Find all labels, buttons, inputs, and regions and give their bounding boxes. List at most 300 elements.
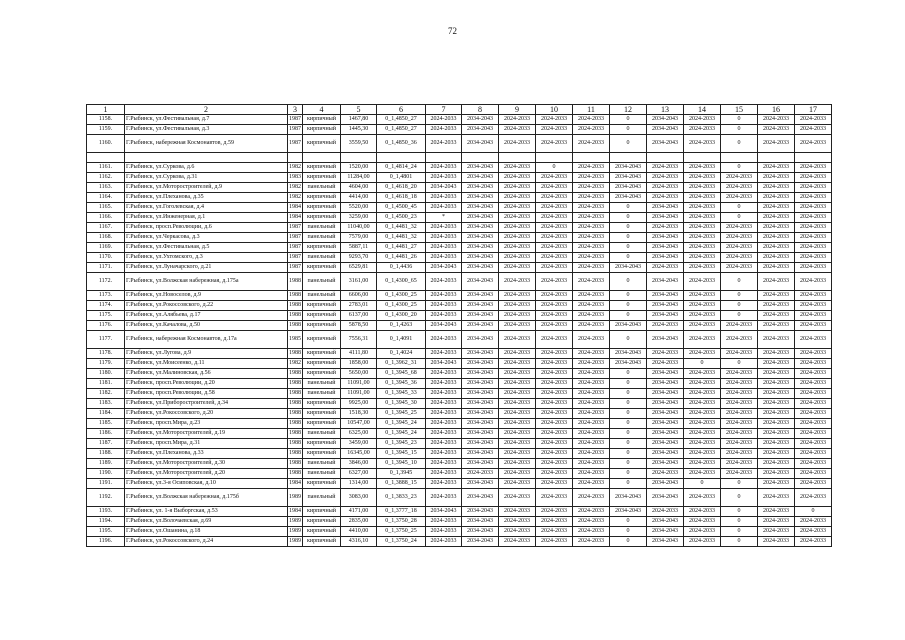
- table-cell: 2024-2033: [795, 311, 832, 321]
- table-cell: 2024-2033: [499, 369, 536, 379]
- table-cell: 1987: [288, 115, 303, 125]
- table-cell: 2024-2033: [758, 439, 795, 449]
- table-cell: 1988: [288, 459, 303, 469]
- table-cell: 5520,00: [341, 203, 377, 213]
- housing-table-container: [86, 104, 826, 547]
- table-cell: 5878,50: [341, 321, 377, 331]
- table-cell: 6529,81: [341, 263, 377, 273]
- table-cell: 0_1,4436: [377, 263, 426, 273]
- table-cell: 0: [721, 273, 758, 291]
- page-number: 72: [448, 26, 457, 36]
- table-cell: 1983: [288, 173, 303, 183]
- column-header: 11: [573, 105, 610, 115]
- address-cell: Г.Рыбинск, ул.Гоголевская, д.4: [125, 203, 288, 213]
- table-row: [87, 311, 832, 321]
- table-cell: 2024-2033: [573, 507, 610, 517]
- table-cell: кирпичный: [303, 321, 341, 331]
- table-cell: панельный: [303, 389, 341, 399]
- table-cell: 2024-2033: [573, 369, 610, 379]
- address-cell: Г.Рыбинск, просп.Революции, д.58: [125, 389, 288, 399]
- table-cell: 1314,00: [341, 479, 377, 489]
- table-cell: 5887,11: [341, 243, 377, 253]
- table-cell: 1988: [288, 419, 303, 429]
- table-cell: 2024-2033: [499, 479, 536, 489]
- table-cell: 2034-2043: [462, 389, 499, 399]
- table-cell: 0: [610, 125, 647, 135]
- table-cell: 1987: [288, 243, 303, 253]
- column-header: 12: [610, 105, 647, 115]
- table-cell: 2024-2033: [758, 301, 795, 311]
- table-cell: 2024-2033: [758, 263, 795, 273]
- table-cell: 0: [610, 409, 647, 419]
- table-cell: 2034-2043: [462, 193, 499, 203]
- table-cell: 0_1,4500_45: [377, 203, 426, 213]
- column-header: 10: [536, 105, 573, 115]
- table-cell: 1984: [288, 203, 303, 213]
- table-cell: 2024-2033: [536, 321, 573, 331]
- table-cell: 1988: [288, 399, 303, 409]
- row-number-cell: 1187.: [87, 439, 125, 449]
- address-cell: Г.Рыбинск, ул.Моисеенко, д.11: [125, 359, 288, 369]
- table-row: [87, 125, 832, 135]
- table-cell: 2024-2033: [721, 321, 758, 331]
- table-cell: 1982: [288, 183, 303, 193]
- column-header: 14: [684, 105, 721, 115]
- table-cell: 0_1,4618_20: [377, 183, 426, 193]
- table-cell: 2034-2043: [462, 331, 499, 349]
- table-cell: 2024-2033: [536, 489, 573, 507]
- table-cell: 2024-2033: [758, 311, 795, 321]
- table-cell: 2034-2043: [462, 183, 499, 193]
- table-cell: 2024-2033: [758, 135, 795, 153]
- row-number-cell: 1167.: [87, 223, 125, 233]
- table-cell: 2024-2033: [426, 273, 462, 291]
- table-cell: 2024-2033: [684, 321, 721, 331]
- table-cell: 0: [795, 507, 832, 517]
- table-cell: 1984: [288, 213, 303, 223]
- table-cell: кирпичный: [303, 369, 341, 379]
- table-cell: 5650,00: [341, 369, 377, 379]
- table-row: [87, 489, 832, 507]
- table-cell: 2024-2033: [795, 439, 832, 449]
- table-cell: 1858,00: [341, 359, 377, 369]
- table-cell: 0: [610, 273, 647, 291]
- table-cell: 2024-2033: [426, 409, 462, 419]
- table-cell: 2024-2033: [573, 263, 610, 273]
- table-cell: 2034-2043: [647, 537, 684, 547]
- table-cell: 2024-2033: [795, 399, 832, 409]
- row-number-cell: 1160.: [87, 135, 125, 153]
- table-cell: кирпичный: [303, 439, 341, 449]
- table-cell: 2024-2033: [499, 517, 536, 527]
- row-number-cell: 1185.: [87, 419, 125, 429]
- row-number-cell: 1162.: [87, 173, 125, 183]
- table-cell: 2024-2033: [795, 263, 832, 273]
- table-cell: 2024-2033: [573, 439, 610, 449]
- table-cell: 2024-2033: [684, 369, 721, 379]
- spacer-cell: [426, 153, 462, 163]
- table-cell: 2024-2033: [536, 223, 573, 233]
- table-cell: кирпичный: [303, 243, 341, 253]
- spacer-cell: [795, 153, 832, 163]
- row-number-cell: 1163.: [87, 183, 125, 193]
- table-cell: 0: [610, 389, 647, 399]
- table-cell: 1988: [288, 449, 303, 459]
- table-cell: 2024-2033: [499, 193, 536, 203]
- table-cell: 2024-2033: [426, 389, 462, 399]
- table-cell: 2024-2033: [573, 489, 610, 507]
- table-cell: 2024-2033: [426, 379, 462, 389]
- table-cell: 2024-2033: [573, 399, 610, 409]
- table-cell: 2034-2043: [610, 183, 647, 193]
- table-cell: 2024-2033: [795, 183, 832, 193]
- table-cell: 2024-2033: [499, 359, 536, 369]
- row-number-cell: 1165.: [87, 203, 125, 213]
- table-cell: 3846,00: [341, 459, 377, 469]
- table-cell: 2024-2033: [647, 163, 684, 173]
- table-cell: кирпичный: [303, 449, 341, 459]
- column-header: 8: [462, 105, 499, 115]
- table-cell: 2024-2033: [536, 273, 573, 291]
- table-cell: 2034-2043: [610, 489, 647, 507]
- table-cell: 2024-2033: [684, 389, 721, 399]
- table-cell: 2024-2033: [758, 321, 795, 331]
- table-cell: 2024-2033: [721, 331, 758, 349]
- table-cell: 0: [721, 163, 758, 173]
- table-cell: 2024-2033: [721, 459, 758, 469]
- address-cell: Г.Рыбинск, ул.Волочаевская, д.69: [125, 517, 288, 527]
- table-cell: 0_1,4481_32: [377, 223, 426, 233]
- table-cell: 2034-2043: [462, 409, 499, 419]
- table-cell: 2024-2033: [721, 233, 758, 243]
- table-cell: 1987: [288, 233, 303, 243]
- table-cell: 2024-2033: [647, 469, 684, 479]
- table-cell: 2034-2043: [610, 193, 647, 203]
- table-row: [87, 291, 832, 301]
- column-header: 16: [758, 105, 795, 115]
- address-cell: Г.Рыбинск, ул.Суркова, д.31: [125, 173, 288, 183]
- table-cell: 2024-2033: [426, 517, 462, 527]
- table-row: [87, 479, 832, 489]
- table-cell: 2024-2033: [426, 479, 462, 489]
- table-row: [87, 459, 832, 469]
- table-cell: 0: [721, 213, 758, 223]
- table-cell: 2024-2033: [499, 173, 536, 183]
- row-number-cell: 1188.: [87, 449, 125, 459]
- table-cell: 9293,70: [341, 253, 377, 263]
- table-row: [87, 449, 832, 459]
- table-row: [87, 233, 832, 243]
- table-cell: 2783,01: [341, 301, 377, 311]
- table-cell: 2024-2033: [647, 173, 684, 183]
- table-cell: 2024-2033: [573, 527, 610, 537]
- table-cell: 0: [721, 507, 758, 517]
- address-cell: Г.Рыбинск, ул.Рокоссовского, д.20: [125, 409, 288, 419]
- table-cell: 2034-2043: [647, 517, 684, 527]
- table-row: [87, 183, 832, 193]
- table-cell: 3259,00: [341, 213, 377, 223]
- table-cell: 2034-2043: [462, 489, 499, 507]
- address-cell: Г.Рыбинск, ул.Суркова, д.6: [125, 163, 288, 173]
- table-cell: 1988: [288, 389, 303, 399]
- table-cell: кирпичный: [303, 507, 341, 517]
- table-cell: 0_1,4300_25: [377, 291, 426, 301]
- table-cell: 11091,00: [341, 379, 377, 389]
- table-cell: 2024-2033: [536, 115, 573, 125]
- table-cell: 2024-2033: [536, 243, 573, 253]
- table-cell: 2034-2043: [647, 301, 684, 311]
- table-cell: 2024-2033: [573, 419, 610, 429]
- table-cell: 2024-2033: [426, 527, 462, 537]
- spacer-cell: [647, 153, 684, 163]
- table-cell: 2034-2043: [462, 537, 499, 547]
- table-cell: 6606,00: [341, 291, 377, 301]
- table-cell: 1988: [288, 429, 303, 439]
- table-cell: 2024-2033: [426, 331, 462, 349]
- table-cell: *: [426, 213, 462, 223]
- column-header: 15: [721, 105, 758, 115]
- table-cell: 2024-2033: [758, 115, 795, 125]
- table-cell: 2024-2033: [462, 469, 499, 479]
- table-cell: 2024-2033: [647, 223, 684, 233]
- table-cell: 2024-2033: [758, 507, 795, 517]
- address-cell: Г.Рыбинск, ул.Моторостроителей, д.20: [125, 469, 288, 479]
- table-cell: 2024-2033: [721, 389, 758, 399]
- table-row: [87, 537, 832, 547]
- table-cell: 2024-2033: [758, 369, 795, 379]
- spacer-cell: [288, 153, 303, 163]
- table-cell: 2024-2033: [499, 301, 536, 311]
- row-number-cell: 1180.: [87, 369, 125, 379]
- table-cell: 0_1,3945_10: [377, 459, 426, 469]
- table-cell: панельный: [303, 253, 341, 263]
- table-cell: кирпичный: [303, 203, 341, 213]
- address-cell: Г.Рыбинск, ул.Волжская набережная, д.175а: [125, 273, 288, 291]
- table-cell: 2835,00: [341, 517, 377, 527]
- table-cell: 2034-2043: [647, 115, 684, 125]
- table-cell: 0: [721, 517, 758, 527]
- table-cell: 2034-2043: [647, 291, 684, 301]
- table-cell: 2034-2043: [462, 369, 499, 379]
- table-cell: 0: [610, 301, 647, 311]
- table-cell: 0: [721, 359, 758, 369]
- table-cell: 2024-2033: [795, 527, 832, 537]
- table-cell: 0: [721, 291, 758, 301]
- table-cell: 2024-2033: [573, 469, 610, 479]
- table-cell: 2034-2043: [647, 459, 684, 469]
- table-cell: 2024-2033: [499, 213, 536, 223]
- table-cell: 2024-2033: [647, 349, 684, 359]
- spacer-row: [87, 153, 832, 163]
- table-cell: кирпичный: [303, 331, 341, 349]
- table-cell: 2024-2033: [573, 429, 610, 439]
- table-row: [87, 135, 832, 153]
- table-cell: 2024-2033: [795, 233, 832, 243]
- table-cell: 2034-2043: [647, 253, 684, 263]
- table-cell: 1989: [288, 517, 303, 527]
- table-cell: 2024-2033: [684, 459, 721, 469]
- row-number-cell: 1170.: [87, 253, 125, 263]
- table-cell: 2024-2033: [499, 409, 536, 419]
- table-cell: 4414,00: [341, 193, 377, 203]
- table-cell: 10547,00: [341, 419, 377, 429]
- table-cell: 0_1,4091: [377, 331, 426, 349]
- table-cell: 1988: [288, 321, 303, 331]
- table-cell: 2034-2043: [426, 263, 462, 273]
- column-header: 13: [647, 105, 684, 115]
- row-number-cell: 1196.: [87, 537, 125, 547]
- table-row: [87, 173, 832, 183]
- table-cell: 2024-2033: [573, 125, 610, 135]
- row-number-cell: 1168.: [87, 233, 125, 243]
- table-row: [87, 331, 832, 349]
- table-cell: 2024-2033: [573, 409, 610, 419]
- table-cell: 6327,00: [341, 469, 377, 479]
- table-cell: кирпичный: [303, 419, 341, 429]
- table-cell: 1982: [288, 359, 303, 369]
- table-cell: 2024-2033: [795, 369, 832, 379]
- table-cell: 2024-2033: [573, 163, 610, 173]
- table-cell: 2024-2033: [721, 369, 758, 379]
- table-cell: 0: [610, 203, 647, 213]
- table-cell: 2034-2043: [462, 243, 499, 253]
- address-cell: Г.Рыбинск, набережная Космонавтов, д.59: [125, 135, 288, 153]
- table-cell: 0_1,4814_24: [377, 163, 426, 173]
- table-row: [87, 379, 832, 389]
- table-cell: 2024-2033: [573, 135, 610, 153]
- table-cell: кирпичный: [303, 537, 341, 547]
- table-cell: кирпичный: [303, 125, 341, 135]
- table-cell: 2024-2033: [426, 459, 462, 469]
- table-cell: 2024-2033: [573, 537, 610, 547]
- table-cell: кирпичный: [303, 359, 341, 369]
- table-cell: 0_1,4024: [377, 349, 426, 359]
- table-cell: 2034-2043: [426, 321, 462, 331]
- table-cell: 0_1,3750_25: [377, 527, 426, 537]
- table-cell: 0_1,3945_24: [377, 429, 426, 439]
- table-cell: 2034-2043: [462, 527, 499, 537]
- table-cell: 0: [721, 537, 758, 547]
- table-cell: 2024-2033: [426, 253, 462, 263]
- table-cell: 16345,00: [341, 449, 377, 459]
- table-cell: 2024-2033: [721, 419, 758, 429]
- address-cell: Г.Рыбинск, ул.Фестивальная, д.3: [125, 125, 288, 135]
- table-cell: 0_1,3945_33: [377, 389, 426, 399]
- table-cell: 2024-2033: [647, 263, 684, 273]
- address-cell: Г.Рыбинск, ул.Плеханова, д.35: [125, 193, 288, 203]
- table-cell: 0: [610, 449, 647, 459]
- table-cell: 2034-2043: [647, 429, 684, 439]
- table-cell: 1988: [288, 379, 303, 389]
- address-cell: Г.Рыбинск, ул.Ошанина, д.18: [125, 527, 288, 537]
- table-cell: 1982: [288, 193, 303, 203]
- table-cell: 2034-2043: [647, 379, 684, 389]
- table-cell: 2024-2033: [426, 115, 462, 125]
- table-cell: 2034-2043: [426, 359, 462, 369]
- table-cell: 2024-2033: [499, 321, 536, 331]
- table-cell: 2024-2033: [795, 173, 832, 183]
- table-cell: 2034-2043: [462, 173, 499, 183]
- table-cell: 2034-2043: [462, 163, 499, 173]
- address-cell: Г.Рыбинск, ул. 1-я Выборгская, д.53: [125, 507, 288, 517]
- table-cell: 0: [610, 291, 647, 301]
- table-cell: 2024-2033: [499, 469, 536, 479]
- table-cell: 2034-2043: [610, 507, 647, 517]
- table-cell: 2034-2043: [462, 233, 499, 243]
- row-number-cell: 1183.: [87, 399, 125, 409]
- table-cell: 3559,50: [341, 135, 377, 153]
- table-row: [87, 273, 832, 291]
- table-cell: 0: [610, 429, 647, 439]
- table-cell: 0: [721, 135, 758, 153]
- table-cell: 2024-2033: [721, 349, 758, 359]
- table-cell: 2024-2033: [795, 243, 832, 253]
- table-cell: кирпичный: [303, 213, 341, 223]
- table-cell: 2034-2043: [647, 479, 684, 489]
- table-row: [87, 349, 832, 359]
- table-cell: 2024-2033: [536, 263, 573, 273]
- table-cell: панельный: [303, 183, 341, 193]
- table-cell: 2024-2033: [536, 369, 573, 379]
- table-cell: 2024-2033: [426, 163, 462, 173]
- table-cell: 2024-2033: [573, 359, 610, 369]
- table-cell: 1988: [288, 311, 303, 321]
- table-cell: 2034-2043: [462, 213, 499, 223]
- table-cell: 2024-2033: [499, 273, 536, 291]
- row-number-cell: 1174.: [87, 301, 125, 311]
- address-cell: Г.Рыбинск, ул.Новоселов, д.9: [125, 291, 288, 301]
- table-cell: 2024-2033: [758, 517, 795, 527]
- table-cell: 2024-2033: [536, 429, 573, 439]
- table-cell: 1988: [288, 469, 303, 479]
- table-cell: 2024-2033: [426, 135, 462, 153]
- table-cell: 2024-2033: [795, 517, 832, 527]
- table-cell: 2024-2033: [684, 263, 721, 273]
- table-cell: 2024-2033: [536, 301, 573, 311]
- table-cell: 2024-2033: [758, 163, 795, 173]
- table-cell: 2024-2033: [426, 449, 462, 459]
- spacer-cell: [610, 153, 647, 163]
- row-number-cell: 1176.: [87, 321, 125, 331]
- table-cell: 1987: [288, 263, 303, 273]
- column-number-header-row: [87, 105, 832, 115]
- table-cell: 2024-2033: [426, 233, 462, 243]
- table-cell: 1985: [288, 331, 303, 349]
- table-cell: 2024-2033: [536, 449, 573, 459]
- table-cell: 2024-2033: [758, 243, 795, 253]
- table-cell: 0: [610, 223, 647, 233]
- table-cell: 2024-2033: [536, 507, 573, 517]
- table-row: [87, 527, 832, 537]
- row-number-cell: 1179.: [87, 359, 125, 369]
- table-cell: 2024-2033: [795, 459, 832, 469]
- table-cell: 0_1,4300_65: [377, 273, 426, 291]
- table-cell: 2024-2033: [758, 379, 795, 389]
- table-cell: 2024-2033: [536, 203, 573, 213]
- table-cell: 0: [721, 125, 758, 135]
- table-cell: 2024-2033: [795, 469, 832, 479]
- table-cell: 2034-2043: [462, 439, 499, 449]
- table-cell: 2034-2043: [462, 459, 499, 469]
- table-cell: 2024-2033: [684, 183, 721, 193]
- address-cell: Г.Рыбинск, ул.Фестивальная, д.7: [125, 115, 288, 125]
- table-cell: 2024-2033: [573, 253, 610, 263]
- table-cell: 0_1,3945_36: [377, 379, 426, 389]
- row-number-cell: 1171.: [87, 263, 125, 273]
- row-number-cell: 1169.: [87, 243, 125, 253]
- table-cell: 2024-2033: [684, 173, 721, 183]
- table-cell: 0_1,3945_25: [377, 409, 426, 419]
